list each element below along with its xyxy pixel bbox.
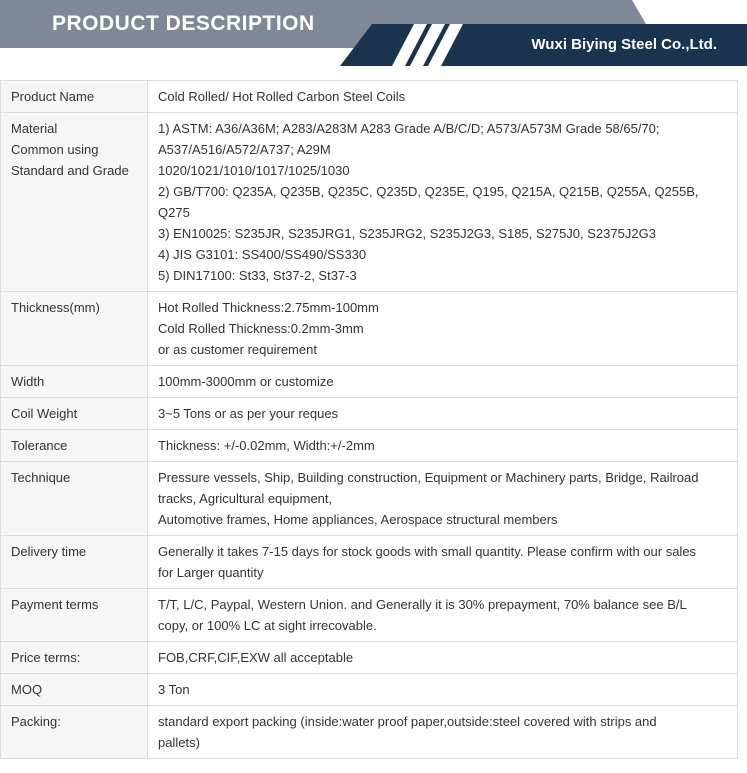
value-line: 1020/1021/1010/1017/1025/1030 (158, 163, 350, 178)
row-label: Tolerance (1, 430, 148, 462)
table-row (1, 430, 738, 462)
value-line: 5) DIN17100: St33, St37-2, St37-3 (158, 268, 357, 283)
value-line: copy, or 100% LC at sight irrecovable. (158, 618, 377, 633)
value-line: FOB,CRF,CIF,EXW all acceptable (158, 650, 354, 665)
row-label: Coil Weight (1, 398, 148, 430)
row-label: Product Name (1, 81, 148, 113)
table-row (1, 366, 738, 398)
row-label: Packing: (1, 706, 148, 759)
row-label: Payment terms (1, 589, 148, 642)
table-row (1, 398, 738, 430)
row-label (1, 113, 148, 292)
value-line: standard export packing (inside:water proof paper,outside:steel covered with strips and (158, 714, 657, 729)
table-row (1, 462, 738, 536)
value-line: Cold Rolled/ Hot Rolled Carbon Steel Coils (158, 89, 406, 104)
row-value (148, 589, 738, 642)
row-value (148, 536, 738, 589)
row-value (148, 674, 738, 706)
company-name: Wuxi Biying Steel Co.,Ltd. (531, 36, 717, 53)
value-line: 3 Ton (158, 682, 190, 697)
value-line: Generally it takes 7-15 days for stock goods with small quantity. Please confirm with our sales (158, 544, 697, 559)
table-row (1, 706, 738, 759)
row-value (148, 462, 738, 536)
row-value (148, 366, 738, 398)
table-row (1, 642, 738, 674)
table-row (1, 674, 738, 706)
label-line: Common using (11, 142, 99, 157)
row-label: Technique (1, 462, 148, 536)
value-line: 3~5 Tons or as per your reques (158, 406, 339, 421)
value-line: or as customer requirement (158, 342, 317, 357)
value-line: 100mm-3000mm or customize (158, 374, 334, 389)
row-value (148, 81, 738, 113)
label-line: Standard and Grade (11, 163, 129, 178)
table-row (1, 589, 738, 642)
value-line: Pressure vessels, Ship, Building construction, Equipment or Machinery parts, Bridge, Railroad (158, 470, 699, 485)
value-line: Q275 (158, 205, 190, 220)
value-line: tracks, Agricultural equipment, (158, 491, 333, 506)
table-row (1, 292, 738, 366)
row-label: Price terms: (1, 642, 148, 674)
value-line: Automotive frames, Home appliances, Aerospace structural members (158, 512, 558, 527)
row-label: MOQ (1, 674, 148, 706)
table-row (1, 81, 738, 113)
row-label: Delivery time (1, 536, 148, 589)
value-line: for Larger quantity (158, 565, 264, 580)
row-value (148, 113, 738, 292)
page-title: PRODUCT DESCRIPTION (52, 12, 315, 35)
row-label: Thickness(mm) (1, 292, 148, 366)
row-value (148, 292, 738, 366)
value-line: 4) JIS G3101: SS400/SS490/SS330 (158, 247, 367, 262)
row-label: Width (1, 366, 148, 398)
table-row (1, 536, 738, 589)
row-value (148, 706, 738, 759)
row-value (148, 398, 738, 430)
value-line: 3) EN10025: S235JR, S235JRG1, S235JRG2, S235J2G3, S185, S275J0, S2375J2G3 (158, 226, 656, 241)
value-line: A537/A516/A572/A737; A29M (158, 142, 331, 157)
value-line: 2) GB/T700: Q235A, Q235B, Q235C, Q235D, Q235E, Q195, Q215A, Q215B, Q255A, Q255B, (158, 184, 699, 199)
spec-table (0, 80, 738, 759)
value-line: Thickness: +/-0.02mm, Width:+/-2mm (158, 438, 375, 453)
row-value (148, 430, 738, 462)
row-value (148, 642, 738, 674)
header-banner (0, 0, 747, 76)
value-line: T/T, L/C, Paypal, Western Union. and Generally it is 30% prepayment, 70% balance see B/L (158, 597, 687, 612)
value-line: Cold Rolled Thickness:0.2mm-3mm (158, 321, 364, 336)
label-line: Material (11, 121, 58, 136)
value-line: 1) ASTM: A36/A36M; A283/A283M A283 Grade A/B/C/D; A573/A573M Grade 58/65/70; (158, 121, 660, 136)
value-line: pallets) (158, 735, 200, 750)
table-row (1, 113, 738, 292)
value-line: Hot Rolled Thickness:2.75mm-100mm (158, 300, 379, 315)
